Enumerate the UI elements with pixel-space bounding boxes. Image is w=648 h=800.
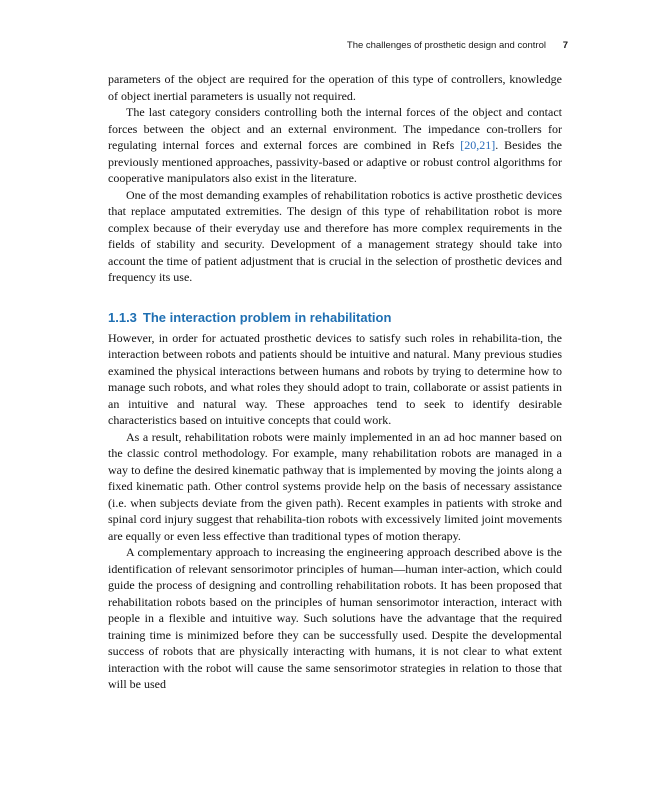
page-number: 7 [562, 40, 568, 51]
paragraph-ad-hoc-control: As a result, rehabilitation robots were mainly implemented in an ad hoc manner based on the classic control methodology. For example, many rehabilitation robots are managed in a way to define the desired kinematic pathway that is implemented by moving the joints along a fixed kinematic path. Other control systems provide help on the basis of necessary assistance (i.e. when subjects deviate from the given path). Recent examples in patients with stroke and spinal cord injury suggest that rehabilita-tion robots with excessively limited joint movements are equally or even less effective than traditional types of motion therapy. [108, 429, 562, 543]
paragraph-cooperative-control [108, 104, 562, 187]
paragraph-complementary-approach: A complementary approach to increasing the engineering approach described above is the identification of relevant sensorimotor principles of human—human inter-action, which could guide the process of designing and controlling rehabilitation robots. It has been proposed that rehabilitation robots based on the principles of human sensorimotor interaction, interact with people in a flexible and intuitive way. Such solutions have the advantage that the required training time is minimized before they can be successfully used. Despite the developmental success of robots that are physically interacting with humans, it is not clear to what extent interaction with the robot will cause the same sensorimotor strategies in relation to those that will be used [108, 545, 562, 691]
paragraph-prosthetic-devices: One of the most demanding examples of rehabilitation robotics is active prosthetic devices that replace amputated extremities. The design of this type of rehabilitation robot is more complex because of their everyday use and therefore has more complex requirements in the fields of stability and security. Development of a management strategy should take into account the time of patient adjustment that is crucial in the selection of prosthetic devices and frequency its use. [108, 187, 562, 284]
body-text [108, 71, 562, 693]
paragraph-text: The last category considers controlling both the internal forces of the object and contact forces between the object and an external environment. The impedance con-trollers for regulating internal forces and external forces are combined in Refs [108, 105, 562, 152]
paragraph-interaction-intro: However, in order for actuated prosthetic devices to satisfy such roles in rehabilita-tion, the interaction between robots and patients should be intuitive and natural. Many previous studies examined the physical interactions between humans and robots by trying to determine how to manage such robots, and what roles they should adopt to train, collaborate or assist patients in an intuitive and natural way. These approaches tend to seek to identify desirable characteristics based on intuitive concepts that could work. [108, 330, 562, 427]
running-header [108, 40, 570, 54]
citation-link[interactable]: [20,21] [460, 138, 496, 152]
running-title: The challenges of prosthetic design and control [346, 40, 546, 51]
paragraph-continued: parameters of the object are required for the operation of this type of controllers, knowledge of object inertial parameters is usually not required. [108, 72, 562, 103]
section-title: The interaction problem in rehabilitation [142, 309, 392, 325]
paragraph-text: . Besides the previously mentioned approaches, passivity-based or adaptive or robust control algorithms for cooperative manipulators also exist in the literature. [108, 138, 562, 185]
section-heading [108, 309, 562, 327]
section-number: 1.1.3 [108, 309, 137, 325]
